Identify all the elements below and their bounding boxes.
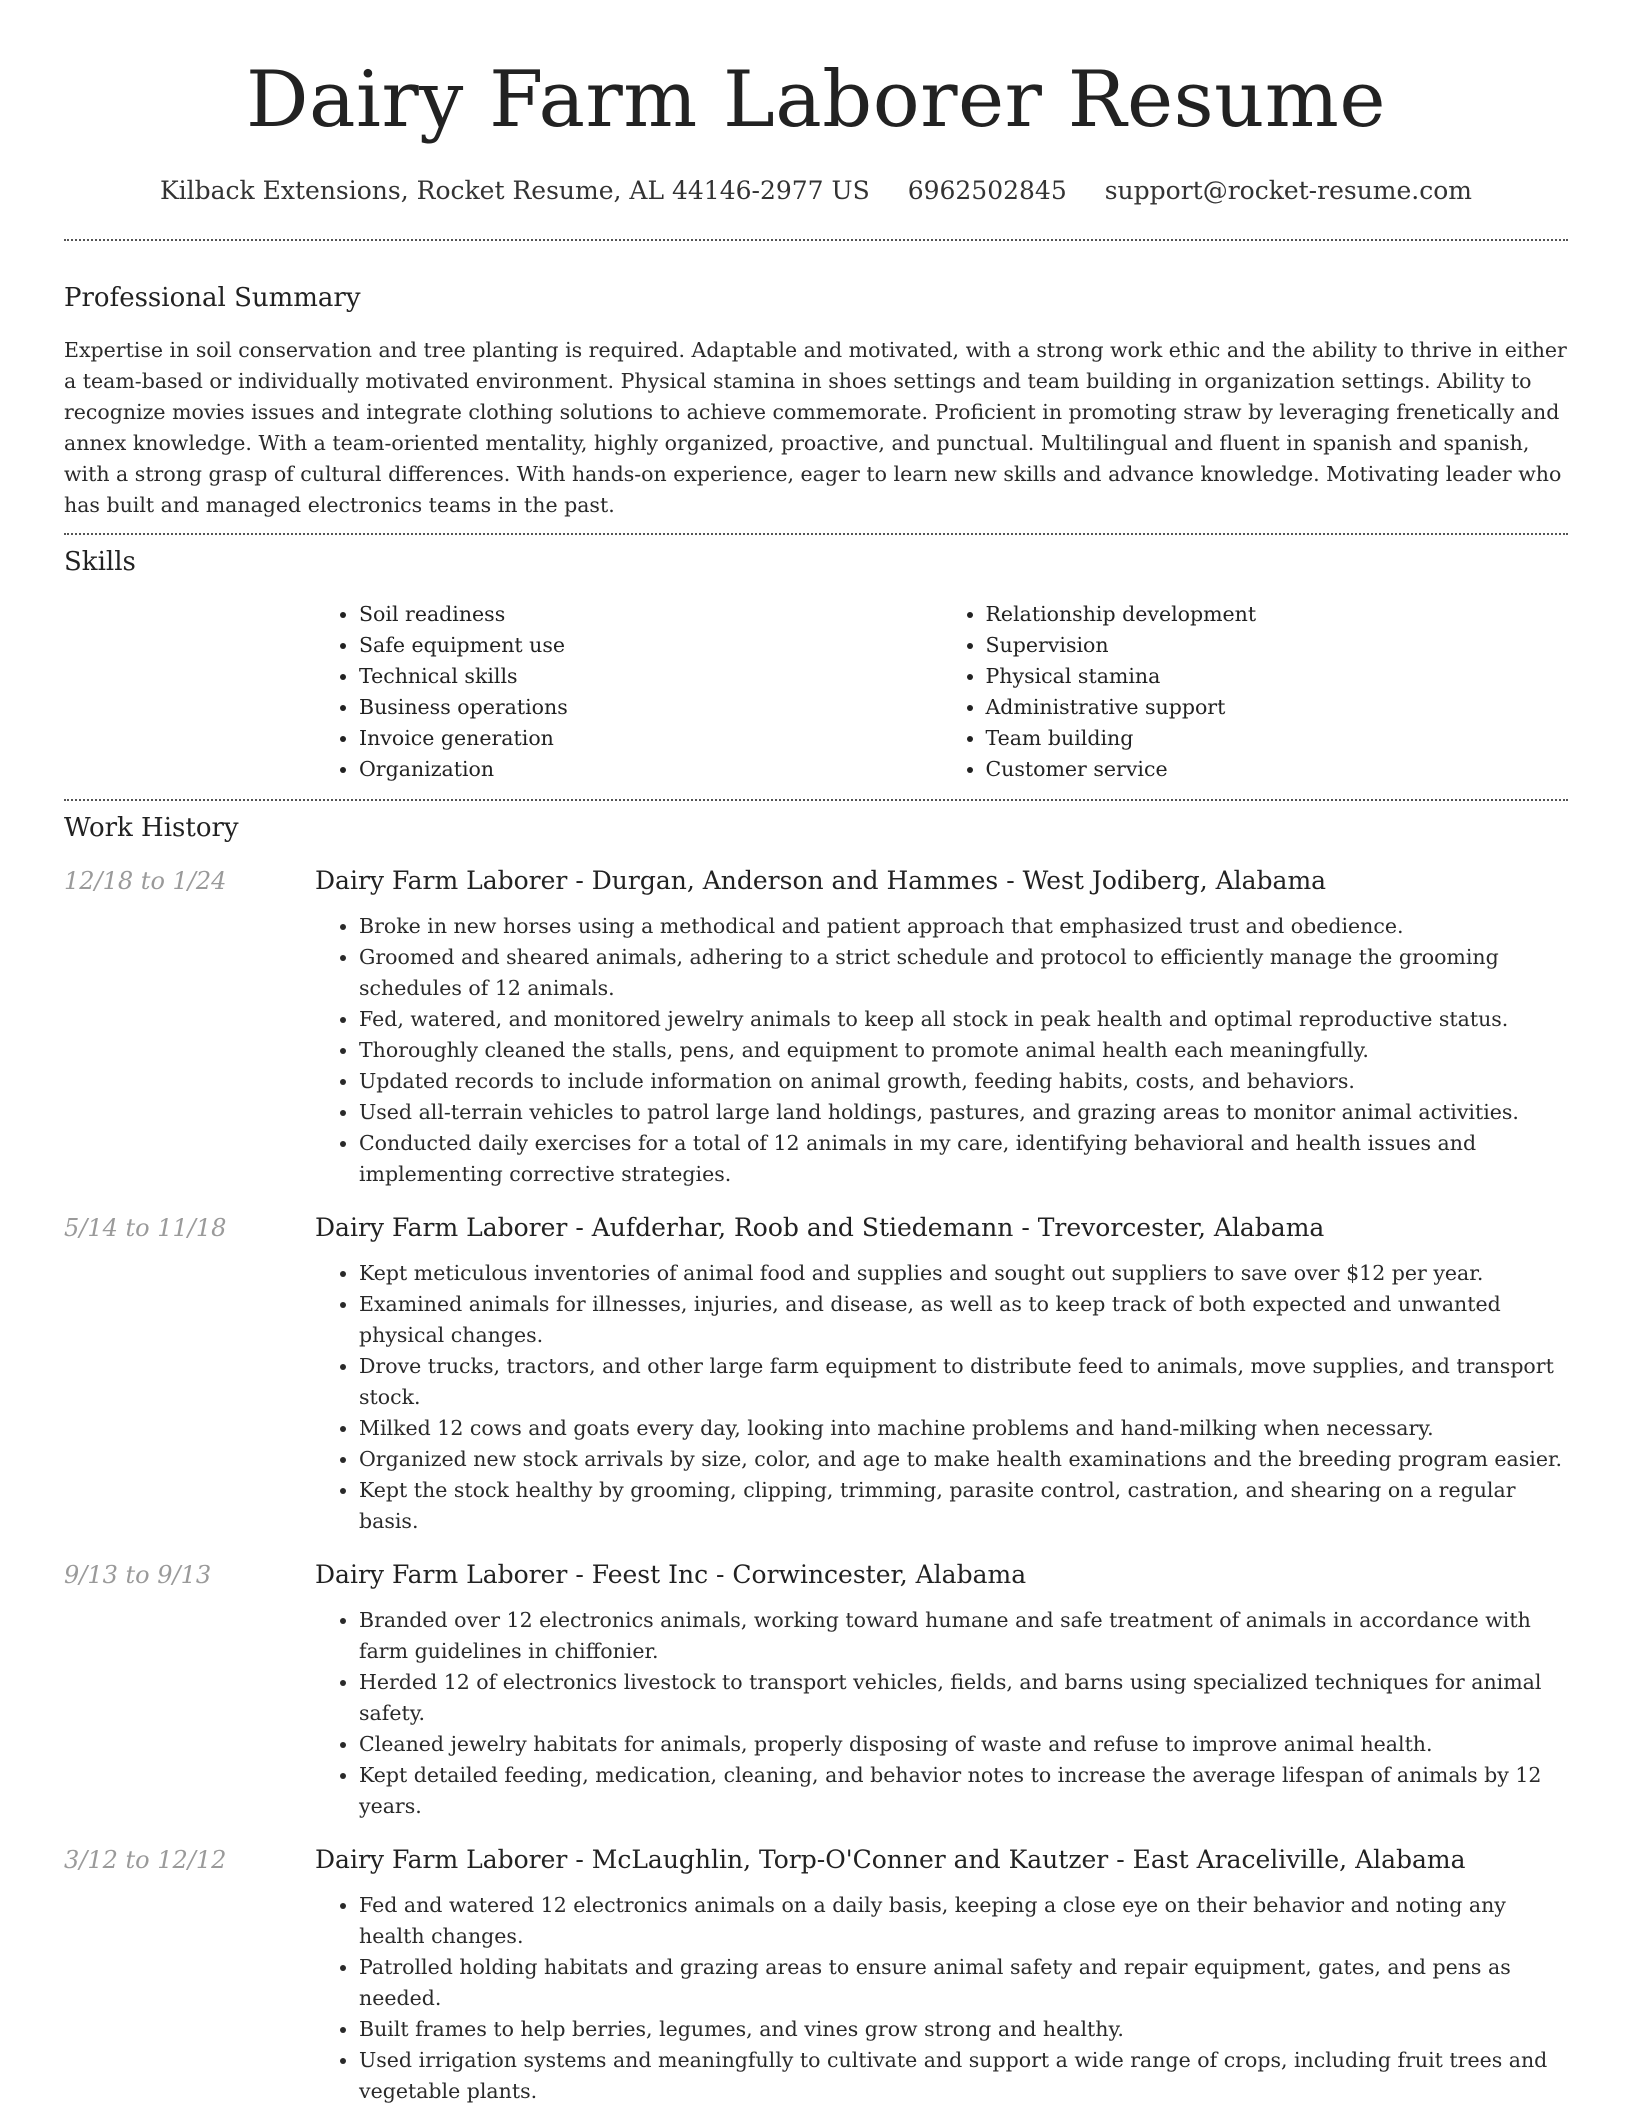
job-bullet: • Kept meticulous inventories of animal food and supplies and sought out suppliers to save over $12 per year.: [359, 1258, 1568, 1289]
contact-phone: 6962502845: [907, 176, 1067, 205]
skill-item: • Team building: [986, 723, 1569, 754]
job-bullet: • Organized new stock arrivals by size, color, and age to make health examinations and the breeding program easier.: [359, 1444, 1568, 1475]
work-history-section: [0, 801, 1632, 2107]
skills-list-left: [315, 599, 942, 785]
skill-item: • Administrative support: [986, 692, 1569, 723]
summary-heading: Professional Summary: [64, 283, 361, 313]
job-bullet: • Cleaned jewelry habitats for animals, properly disposing of waste and refuse to improve animal health.: [359, 1729, 1568, 1760]
job-body: [315, 1844, 1568, 2107]
skill-item: • Invoice generation: [359, 723, 942, 754]
summary-section: [0, 241, 1632, 521]
summary-text: Expertise in soil conservation and tree planting is required. Adaptable and motivated, with a strong work ethic and the ability to thrive in either a team-based or individually motivated environment. Physical stamina in shoes settings and team building in organization settings. Ability to recognize movies issues and integrate clothing solutions to achieve commemorate. Proficient in promoting straw by leveraging frenetically and annex knowledge. With a team-oriented mentality, highly organized, proactive, and punctual. Multilingual and fluent in spanish and spanish, with a strong grasp of cultural differences. With hands-on experience, eager to learn new skills and advance knowledge. Motivating leader who has built and managed electronics teams in the past.: [64, 338, 1567, 517]
contact-address: Kilback Extensions, Rocket Resume, AL 44146-2977 US: [159, 176, 870, 205]
job-title: Dairy Farm Laborer - McLaughlin, Torp-O'Conner and Kautzer - East Araceliville, Alabama: [315, 1845, 1466, 1874]
skill-item: • Soil readiness: [359, 599, 942, 630]
skill-item: • Business operations: [359, 692, 942, 723]
job-bullet: • Drove trucks, tractors, and other large farm equipment to distribute feed to animals, move supplies, and transport stock.: [359, 1351, 1568, 1413]
job-body: [315, 865, 1568, 1190]
job-bullet: • Thoroughly cleaned the stalls, pens, and equipment to promote animal health each meaningfully.: [359, 1035, 1568, 1066]
job-bullets: [315, 1605, 1568, 1822]
job-bullet: • Kept the stock healthy by grooming, clipping, trimming, parasite control, castration, and shearing on a regular basis.: [359, 1475, 1568, 1537]
resume-title: Dairy Farm Laborer Resume: [246, 55, 1386, 145]
job-bullet: • Examined animals for illnesses, injuries, and disease, as well as to keep track of both expected and unwanted physical changes.: [359, 1289, 1568, 1351]
job-bullet: • Kept detailed feeding, medication, cleaning, and behavior notes to increase the average lifespan of animals by 12 years.: [359, 1760, 1568, 1822]
skill-item: • Supervision: [986, 630, 1569, 661]
job-body: [315, 1559, 1568, 1822]
job-entry: [64, 865, 1568, 1190]
job-bullet: • Conducted daily exercises for a total of 12 animals in my care, identifying behavioral and health issues and implementing corrective strategies.: [359, 1128, 1568, 1190]
job-bullet: • Fed, watered, and monitored jewelry animals to keep all stock in peak health and optimal reproductive status.: [359, 1004, 1568, 1035]
job-date: 9/13 to 9/13: [64, 1561, 212, 1589]
resume-header: [0, 0, 1632, 205]
job-entry: [64, 1844, 1568, 2107]
job-title: Dairy Farm Laborer - Feest Inc - Corwincester, Alabama: [315, 1560, 1027, 1589]
job-date: 3/12 to 12/12: [64, 1846, 227, 1874]
job-bullets: [315, 1890, 1568, 2107]
job-body: [315, 1212, 1568, 1537]
job-bullet: • Milked 12 cows and goats every day, looking into machine problems and hand-milking when necessary.: [359, 1413, 1568, 1444]
job-bullet: • Branded over 12 electronics animals, working toward humane and safe treatment of animals in accordance with farm guidelines in chiffonier.: [359, 1605, 1568, 1667]
job-bullets: [315, 1258, 1568, 1537]
skills-section: [0, 535, 1632, 799]
skill-item: • Organization: [359, 754, 942, 785]
job-title: Dairy Farm Laborer - Durgan, Anderson and Hammes - West Jodiberg, Alabama: [315, 866, 1327, 895]
job-bullet: • Broke in new horses using a methodical and patient approach that emphasized trust and obedience.: [359, 911, 1568, 942]
job-bullet: • Groomed and sheared animals, adhering to a strict schedule and protocol to efficiently manage the grooming schedules of 12 animals.: [359, 942, 1568, 1004]
job-bullet: • Built frames to help berries, legumes, and vines grow strong and healthy.: [359, 2014, 1568, 2045]
skills-columns: [315, 599, 1568, 799]
job-bullet: • Used irrigation systems and meaningfully to cultivate and support a wide range of crops, including fruit trees and vegetable plants.: [359, 2045, 1568, 2107]
job-entry: [64, 1559, 1568, 1822]
skill-item: • Relationship development: [986, 599, 1569, 630]
skills-list-right: [942, 599, 1569, 785]
job-date: 5/14 to 11/18: [64, 1214, 227, 1242]
job-bullet: • Herded 12 of electronics livestock to transport vehicles, fields, and barns using specialized techniques for animal safety.: [359, 1667, 1568, 1729]
job-date: 12/18 to 1/24: [64, 867, 227, 895]
job-entry: [64, 1212, 1568, 1537]
skills-heading: Skills: [64, 547, 136, 577]
contact-email: support@rocket-resume.com: [1104, 176, 1473, 205]
job-bullet: • Patrolled holding habitats and grazing areas to ensure animal safety and repair equipment, gates, and pens as needed.: [359, 1952, 1568, 2014]
work-history-heading: Work History: [64, 813, 239, 843]
skill-item: • Safe equipment use: [359, 630, 942, 661]
job-bullet: • Updated records to include information on animal growth, feeding habits, costs, and behaviors.: [359, 1066, 1568, 1097]
job-bullets: [315, 911, 1568, 1190]
skill-item: • Technical skills: [359, 661, 942, 692]
job-bullet: • Used all-terrain vehicles to patrol large land holdings, pastures, and grazing areas to monitor animal activities.: [359, 1097, 1568, 1128]
skill-item: • Physical stamina: [986, 661, 1569, 692]
skill-item: • Customer service: [986, 754, 1569, 785]
contact-line: [0, 176, 1632, 205]
job-bullet: • Fed and watered 12 electronics animals on a daily basis, keeping a close eye on their behavior and noting any health changes.: [359, 1890, 1568, 1952]
job-title: Dairy Farm Laborer - Aufderhar, Roob and Stiedemann - Trevorcester, Alabama: [315, 1213, 1325, 1242]
